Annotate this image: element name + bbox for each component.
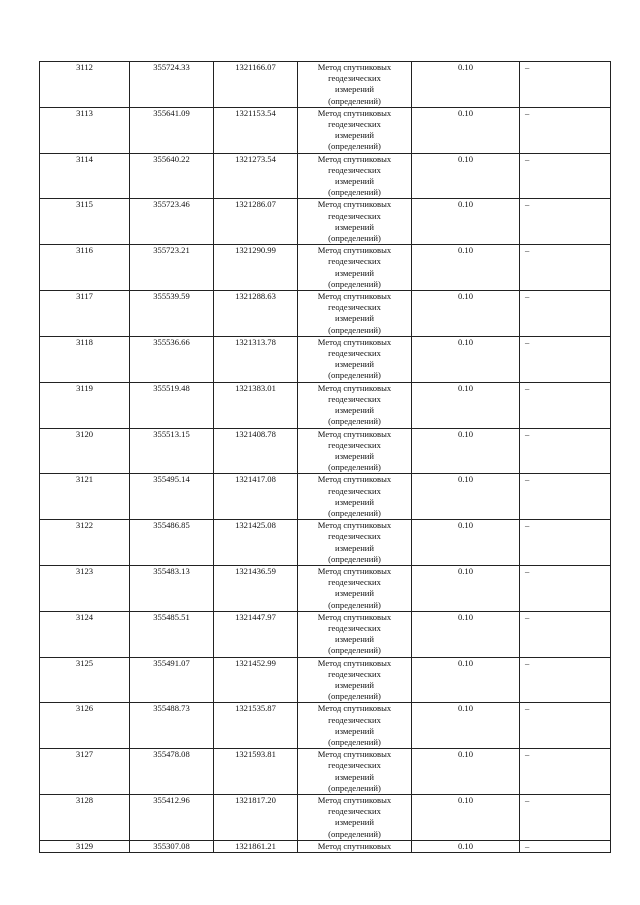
point-number-cell: 3127 <box>40 749 130 795</box>
y-coordinate-cell: 1321452.99 <box>214 657 298 703</box>
table-body <box>40 62 611 853</box>
table-row <box>40 245 611 291</box>
accuracy-cell: 0.10 <box>412 382 520 428</box>
x-coordinate-cell: 355491.07 <box>130 657 214 703</box>
method-line: измерений <box>334 176 375 187</box>
accuracy-cell: 0.10 <box>412 428 520 474</box>
method-cell <box>298 565 412 611</box>
method-line: геодезических <box>328 622 381 633</box>
method-line: (определений) <box>328 736 381 747</box>
method-cell <box>298 428 412 474</box>
method-line: измерений <box>334 588 375 599</box>
accuracy-cell: 0.10 <box>412 703 520 749</box>
method-line: (определений) <box>328 599 381 610</box>
method-line: геодезических <box>328 760 381 771</box>
table-row <box>40 657 611 703</box>
table-row <box>40 565 611 611</box>
note-cell: – <box>520 611 611 657</box>
accuracy-cell: 0.10 <box>412 657 520 703</box>
note-cell: – <box>520 199 611 245</box>
note-cell: – <box>520 795 611 841</box>
method-line: Метод спутниковых <box>317 291 392 302</box>
x-coordinate-cell: 355519.48 <box>130 382 214 428</box>
accuracy-cell: 0.10 <box>412 336 520 382</box>
method-line: (определений) <box>328 187 381 198</box>
method-line: Метод спутниковых <box>317 840 392 851</box>
method-line: (определений) <box>328 278 381 289</box>
table-row <box>40 840 611 852</box>
note-cell: – <box>520 245 611 291</box>
point-number-cell: 3112 <box>40 62 130 108</box>
method-line: геодезических <box>328 302 381 313</box>
y-coordinate-cell: 1321166.07 <box>214 62 298 108</box>
method-line: измерений <box>334 679 375 690</box>
point-number-cell: 3126 <box>40 703 130 749</box>
method-line: геодезических <box>328 393 381 404</box>
method-line: геодезических <box>328 164 381 175</box>
method-line: геодезических <box>328 714 381 725</box>
method-line: геодезических <box>328 485 381 496</box>
y-coordinate-cell: 1321417.08 <box>214 474 298 520</box>
note-cell: – <box>520 291 611 337</box>
method-line: геодезических <box>328 348 381 359</box>
method-line: (определений) <box>328 324 381 335</box>
table-row <box>40 520 611 566</box>
method-line: Метод спутниковых <box>317 795 392 805</box>
method-cell <box>298 382 412 428</box>
method-line: (определений) <box>328 645 381 656</box>
accuracy-cell: 0.10 <box>412 795 520 841</box>
method-line: (определений) <box>328 691 381 702</box>
x-coordinate-cell: 355640.22 <box>130 153 214 199</box>
method-line: геодезических <box>328 668 381 679</box>
method-line: измерений <box>334 84 375 95</box>
method-line: Метод спутниковых <box>317 382 392 393</box>
x-coordinate-cell: 355485.51 <box>130 611 214 657</box>
point-number-cell: 3125 <box>40 657 130 703</box>
note-cell: – <box>520 336 611 382</box>
method-line: геодезических <box>328 119 381 130</box>
point-number-cell: 3117 <box>40 291 130 337</box>
method-line: Метод спутниковых <box>317 565 392 576</box>
y-coordinate-cell: 1321383.01 <box>214 382 298 428</box>
method-line: (определений) <box>328 370 381 381</box>
table-row <box>40 795 611 841</box>
note-cell: – <box>520 474 611 520</box>
x-coordinate-cell: 355483.13 <box>130 565 214 611</box>
note-cell: – <box>520 107 611 153</box>
method-line: геодезических <box>328 210 381 221</box>
method-line: Метод спутниковых <box>317 153 392 164</box>
method-line: геодезических <box>328 806 381 817</box>
method-line: геодезических <box>328 439 381 450</box>
method-cell <box>298 474 412 520</box>
method-line: (определений) <box>328 462 381 473</box>
point-number-cell: 3113 <box>40 107 130 153</box>
method-cell <box>298 336 412 382</box>
note-cell: – <box>520 703 611 749</box>
accuracy-cell: 0.10 <box>412 840 520 852</box>
method-line: измерений <box>334 359 375 370</box>
method-line: Метод спутниковых <box>317 657 392 668</box>
table-row <box>40 107 611 153</box>
accuracy-cell: 0.10 <box>412 245 520 291</box>
method-line: Метод спутниковых <box>317 749 392 760</box>
y-coordinate-cell: 1321288.63 <box>214 291 298 337</box>
point-number-cell: 3119 <box>40 382 130 428</box>
method-line: (определений) <box>328 553 381 564</box>
method-cell <box>298 840 412 852</box>
method-line: Метод спутниковых <box>317 107 392 118</box>
table-row <box>40 703 611 749</box>
method-line: геодезических <box>328 531 381 542</box>
point-number-cell: 3128 <box>40 795 130 841</box>
method-line: геодезических <box>328 577 381 588</box>
y-coordinate-cell: 1321313.78 <box>214 336 298 382</box>
table-row <box>40 153 611 199</box>
method-line: (определений) <box>328 416 381 427</box>
method-line: геодезических <box>328 256 381 267</box>
table-row <box>40 474 611 520</box>
method-line: (определений) <box>328 828 381 839</box>
x-coordinate-cell: 355488.73 <box>130 703 214 749</box>
method-line: (определений) <box>328 141 381 152</box>
x-coordinate-cell: 355536.66 <box>130 336 214 382</box>
method-cell <box>298 291 412 337</box>
method-line: измерений <box>334 725 375 736</box>
method-line: Метод спутниковых <box>317 428 392 439</box>
x-coordinate-cell: 355513.15 <box>130 428 214 474</box>
method-cell <box>298 520 412 566</box>
accuracy-cell: 0.10 <box>412 291 520 337</box>
note-cell: – <box>520 62 611 108</box>
accuracy-cell: 0.10 <box>412 749 520 795</box>
point-number-cell: 3115 <box>40 199 130 245</box>
y-coordinate-cell: 1321273.54 <box>214 153 298 199</box>
x-coordinate-cell: 355724.33 <box>130 62 214 108</box>
method-line: измерений <box>334 817 375 828</box>
method-cell <box>298 107 412 153</box>
method-line: (определений) <box>328 95 381 106</box>
method-line: геодезических <box>328 73 381 84</box>
table-row <box>40 749 611 795</box>
accuracy-cell: 0.10 <box>412 153 520 199</box>
x-coordinate-cell: 355723.21 <box>130 245 214 291</box>
method-line: Метод спутниковых <box>317 199 392 210</box>
table-row <box>40 611 611 657</box>
table-row <box>40 428 611 474</box>
point-number-cell: 3118 <box>40 336 130 382</box>
note-cell: – <box>520 428 611 474</box>
point-number-cell: 3116 <box>40 245 130 291</box>
accuracy-cell: 0.10 <box>412 199 520 245</box>
table-row <box>40 291 611 337</box>
x-coordinate-cell: 355412.96 <box>130 795 214 841</box>
method-cell <box>298 153 412 199</box>
method-cell <box>298 749 412 795</box>
method-line: (определений) <box>328 782 381 793</box>
note-cell: – <box>520 153 611 199</box>
accuracy-cell: 0.10 <box>412 62 520 108</box>
accuracy-cell: 0.10 <box>412 107 520 153</box>
y-coordinate-cell: 1321408.78 <box>214 428 298 474</box>
point-number-cell: 3122 <box>40 520 130 566</box>
accuracy-cell: 0.10 <box>412 520 520 566</box>
y-coordinate-cell: 1321153.54 <box>214 107 298 153</box>
x-coordinate-cell: 355495.14 <box>130 474 214 520</box>
method-line: Метод спутниковых <box>317 245 392 256</box>
table-row <box>40 336 611 382</box>
point-number-cell: 3120 <box>40 428 130 474</box>
y-coordinate-cell: 1321425.08 <box>214 520 298 566</box>
accuracy-cell: 0.10 <box>412 565 520 611</box>
method-line: измерений <box>334 313 375 324</box>
y-coordinate-cell: 1321447.97 <box>214 611 298 657</box>
y-coordinate-cell: 1321593.81 <box>214 749 298 795</box>
note-cell: – <box>520 565 611 611</box>
accuracy-cell: 0.10 <box>412 611 520 657</box>
method-line: Метод спутниковых <box>317 62 392 72</box>
method-line: измерений <box>334 267 375 278</box>
method-line: измерений <box>334 221 375 232</box>
y-coordinate-cell: 1321436.59 <box>214 565 298 611</box>
method-line: Метод спутниковых <box>317 520 392 531</box>
x-coordinate-cell: 355307.08 <box>130 840 214 852</box>
point-number-cell: 3123 <box>40 565 130 611</box>
coordinates-table <box>39 61 611 853</box>
method-line: Метод спутниковых <box>317 336 392 347</box>
point-number-cell: 3129 <box>40 840 130 852</box>
note-cell: – <box>520 657 611 703</box>
method-cell <box>298 703 412 749</box>
method-line: Метод спутниковых <box>317 474 392 485</box>
method-line: (определений) <box>328 233 381 244</box>
point-number-cell: 3124 <box>40 611 130 657</box>
y-coordinate-cell: 1321817.20 <box>214 795 298 841</box>
method-line: измерений <box>334 496 375 507</box>
table-row <box>40 382 611 428</box>
x-coordinate-cell: 355723.46 <box>130 199 214 245</box>
method-line: измерений <box>334 450 375 461</box>
x-coordinate-cell: 355478.08 <box>130 749 214 795</box>
method-line: измерений <box>334 405 375 416</box>
table-row <box>40 62 611 108</box>
point-number-cell: 3114 <box>40 153 130 199</box>
x-coordinate-cell: 355486.85 <box>130 520 214 566</box>
method-cell <box>298 611 412 657</box>
note-cell: – <box>520 520 611 566</box>
note-cell: – <box>520 382 611 428</box>
method-line: (определений) <box>328 507 381 518</box>
y-coordinate-cell: 1321290.99 <box>214 245 298 291</box>
method-line: измерений <box>334 130 375 141</box>
method-line: измерений <box>334 542 375 553</box>
note-cell: – <box>520 840 611 852</box>
method-line: Метод спутниковых <box>317 611 392 622</box>
point-number-cell: 3121 <box>40 474 130 520</box>
x-coordinate-cell: 355539.59 <box>130 291 214 337</box>
table-row <box>40 199 611 245</box>
method-line: Метод спутниковых <box>317 703 392 714</box>
y-coordinate-cell: 1321861.21 <box>214 840 298 852</box>
accuracy-cell: 0.10 <box>412 474 520 520</box>
method-line: измерений <box>334 634 375 645</box>
x-coordinate-cell: 355641.09 <box>130 107 214 153</box>
note-cell: – <box>520 749 611 795</box>
y-coordinate-cell: 1321286.07 <box>214 199 298 245</box>
method-cell <box>298 795 412 841</box>
method-cell <box>298 199 412 245</box>
method-cell <box>298 245 412 291</box>
method-line: измерений <box>334 771 375 782</box>
method-cell <box>298 657 412 703</box>
y-coordinate-cell: 1321535.87 <box>214 703 298 749</box>
method-cell <box>298 62 412 108</box>
